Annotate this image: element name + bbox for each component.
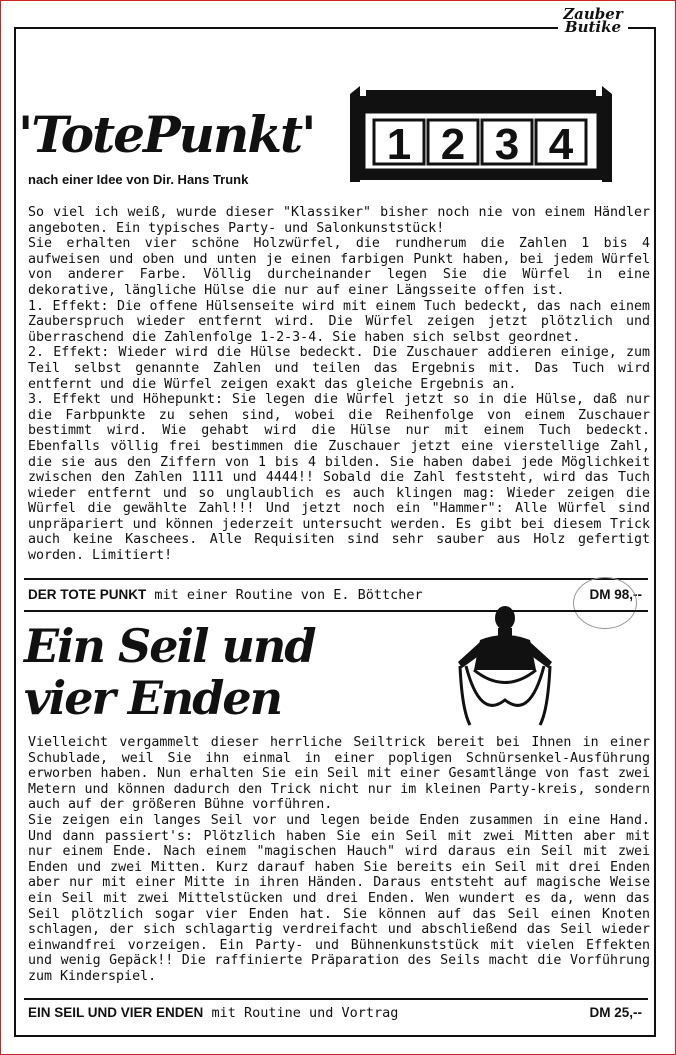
magician-rope-illustration xyxy=(440,600,570,730)
product2-title-line2: vier Enden xyxy=(24,671,282,725)
digit-3: 3 xyxy=(494,120,520,169)
product2-price-line xyxy=(28,1005,642,1021)
paragraph: Sie zeigen ein langes Seil vor und legen beide Enden zusammen in eine Hand. Und dann passiert's: Plötzlich haben Sie ein Seil mit zwei Mitten aber mit nur einem Ende. Nach einem "magischen Hauch" wird daraus ein Seil mit zwei Enden und zwei Mitten. Kurz darauf haben Sie bereits ein Seil mit drei Enden aber nur mit einer Mitte in ihren Händen. Daraus entsteht auf magische Weise ein Seil mit zwei Mittelstücken und drei Enden. Wen wundert es da, wenn das Seil plötzlich sogar vier Enden hat. Sie können auf das Seil einen Knoten schlagen, der sich schlagartig verdreifacht und abschließend das Seil wieder einwandfrei vorzeigen. Ein Party- und Bühnenkunststück mit vielen Effekten und wenig Gepäck!! Die raffinierte Präparation des Seils macht die Vorführung zum Kinderspiel. xyxy=(28,812,650,984)
product2-title-line1: Ein Seil und xyxy=(24,619,315,673)
brand-line2: Butike xyxy=(564,18,622,36)
paragraph: So viel ich weiß, wurde dieser "Klassiker" bisher noch nie von einem Händler angeboten. Ein typisches Party- und Salonkunststück! xyxy=(28,205,650,236)
product1-routine: mit einer Routine von E. Böttcher xyxy=(154,587,423,603)
product2-description xyxy=(28,735,650,985)
digit-1: 1 xyxy=(386,120,412,169)
paragraph: 3. Effekt und Höhepunkt: Sie legen die Würfel jetzt so in die Hülse, daß nur die Farbpunkte zu sehen sind, wobei die Reihenfolge von einem Zuschauer bestimmt wird. Wie gehabt wird die Hülse nur mit einem Tuch bedeckt. Ebenfalls völlig frei bestimmen die Zuschauer jetzt eine vierstellige Zahl, die sie aus den Ziffern von 1 bis 4 bilden. Sie haben dabei jede Möglichkeit zwischen den Zahlen 1111 und 4444!! Sobald die Zahl feststeht, wird das Tuch wieder entfernt und so unglaublich es auch klingen mag: Wieder zeigen die Würfel die gewählte Zahl!!! Und jetzt noch ein "Hammer": Alle Würfel sind unpräpariert und können jederzeit untersucht werden. Es gibt bei diesem Trick auch keine Kaschees. Alle Requisiten sind sehr sauber aus Holz gefertigt worden. Limitiert! xyxy=(28,392,650,564)
paragraph: 2. Effekt: Wieder wird die Hülse bedeckt. Die Zuschauer addieren einige, zum Teil selbst genannte Zahlen und teilen das Ergebnis mit. Das Tuch wird entfernt und die Würfel zeigen exakt das gleiche Ergebnis an. xyxy=(28,345,650,392)
product2-title xyxy=(24,620,315,724)
brand-logo xyxy=(558,6,628,36)
product1-price: DM 98,-- xyxy=(589,587,642,602)
digit-4: 4 xyxy=(548,120,574,169)
product2-price: DM 25,-- xyxy=(589,1005,642,1020)
paragraph: Vielleicht vergammelt dieser herrliche Seiltrick bereit bei Ihnen in einer Schublade, weil Sie ihn einmal in einer popligen Schnürsenkel-Ausführung erworben haben. Nun erhalten Sie ein Seil mit einer Gesamtlänge von fast zwei Metern und können dadurch den Trick nicht nur im kleinen Party-kreis, sondern auch auf der größeren Bühne vorführen. xyxy=(28,735,650,813)
price-circle-mark xyxy=(573,577,637,629)
product1-name: DER TOTE PUNKT xyxy=(28,587,147,602)
digit-2: 2 xyxy=(440,120,466,169)
brand-line1: Zauber xyxy=(563,5,623,23)
product2-name: EIN SEIL UND VIER ENDEN xyxy=(28,1005,204,1020)
product2-routine: mit Routine und Vortrag xyxy=(211,1005,399,1021)
product1-description xyxy=(28,205,650,564)
divider xyxy=(24,998,648,1000)
paragraph: 1. Effekt: Die offene Hülsenseite wird mit einem Tuch bedeckt, das nach einem Zauberspruch wieder entfernt wird. Die Würfel zeigen jetzt plötzlich und überraschend die Zahlenfolge 1-2-3-4. Sie haben sich selbst geordnet. xyxy=(28,298,650,345)
divider xyxy=(24,578,648,580)
number-box-illustration xyxy=(346,82,616,187)
product1-title: 'TotePunkt' xyxy=(18,105,315,164)
paragraph: Sie erhalten vier schöne Holzwürfel, die rundherum die Zahlen 1 bis 4 aufweisen und oben und unten je einen farbigen Punkt haben, bei jedem Würfel von anderer Farbe. Völlig durcheinander legen Sie die Würfel in eine dekorative, längliche Hülse die nur auf einer Längsseite offen ist. xyxy=(28,236,650,298)
product1-subtitle: nach einer Idee von Dir. Hans Trunk xyxy=(28,172,249,187)
